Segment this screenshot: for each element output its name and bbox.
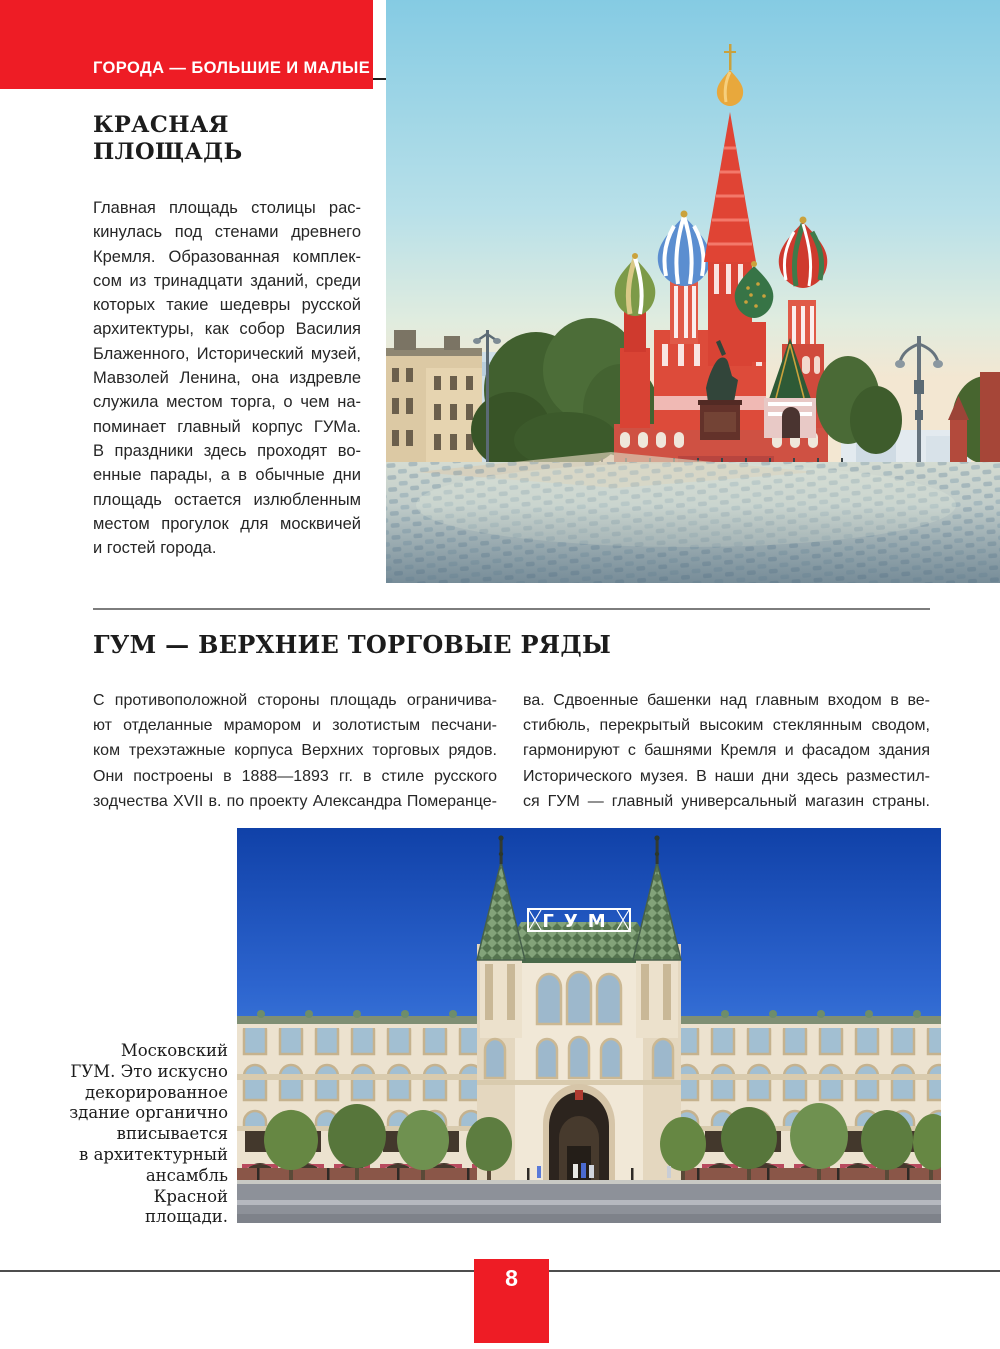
text-line: ют отделанные мрамором и золотистым песчани- <box>93 717 497 735</box>
entrance-arch <box>543 1084 615 1180</box>
text-line: сом из тринадцати зданий, среди <box>93 271 361 290</box>
text-line: Исторического музея. В наши дни здесь разместил- <box>523 767 930 785</box>
text-line: С противоположной стороны площадь ограничива- <box>93 692 497 709</box>
text-line: архитектуры, как собор Василия <box>93 320 361 339</box>
text-line: площади. <box>145 1207 228 1227</box>
text-line: КРАСНАЯ <box>93 112 229 138</box>
text-line: Они построены в 1888—1893 гг. в стиле русского <box>93 767 497 785</box>
text-line: ва. Сдвоенные башенки над главным входом в ве- <box>523 692 930 709</box>
section1-title <box>93 112 243 166</box>
text-line: которых такие шедевры русской <box>93 296 361 315</box>
gum-sign <box>527 908 631 932</box>
text-line: Красной <box>153 1186 228 1206</box>
text-line: зодчества XVII в. по проекту Александра Померанце- <box>93 792 497 810</box>
page-number-box <box>474 1259 549 1343</box>
text-line: местом прогулок для москвичей <box>93 514 361 533</box>
text-line: служила местом торга, о чем на- <box>93 393 361 412</box>
text-line: здание органично <box>69 1103 228 1123</box>
text-line: Кремля. Образованная комплек- <box>93 247 361 266</box>
text-line: поминает главный корпус ГУМа. <box>93 417 361 436</box>
cobblestone-plaza <box>386 452 1000 583</box>
text-line: декорированное <box>84 1082 228 1102</box>
text-line: Блаженного, Исторический музей, <box>93 344 361 363</box>
text-line: ком трехэтажные корпуса Верхних торговых рядов. <box>93 742 497 760</box>
text-line: Московский <box>120 1041 228 1060</box>
text-line: кинулась под стенами древнего <box>93 223 361 242</box>
text-line: ся ГУМ — главный универсальный магазин страны. <box>523 792 930 810</box>
gum-sign-text: ГУМ <box>542 911 616 932</box>
text-line: Главная площадь столицы рас- <box>93 199 361 217</box>
text-line: В праздники здесь проходят во- <box>93 441 361 460</box>
gum-side-building <box>386 330 482 470</box>
text-line: площадь остается излюбленным <box>93 490 361 509</box>
text-line: ансамбль <box>145 1165 228 1185</box>
text-line: стибюль, перекрытый высоким стеклянным сводом, <box>523 717 930 735</box>
gum-photo <box>237 828 941 1223</box>
section2-column-right <box>523 688 930 814</box>
text-line: ПЛОЩАДЬ <box>93 139 243 165</box>
text-line: ГУМ. Это искусно <box>70 1061 228 1081</box>
header-band <box>0 0 373 89</box>
gum-illustration <box>237 828 941 1223</box>
text-line: гармонируют с башнями Кремля и фасадом здания <box>523 742 930 760</box>
section2-column-left <box>93 688 497 814</box>
photo-caption <box>58 1041 228 1228</box>
section2-title: ГУМ — ВЕРХНИЕ ТОРГОВЫЕ РЯДЫ <box>93 630 612 659</box>
section1-paragraph <box>93 196 361 560</box>
header-label: ГОРОДА — БОЛЬШИЕ И МАЛЫЕ <box>93 59 371 77</box>
red-square-photo <box>386 0 1000 583</box>
page-number: 8 <box>505 1265 518 1291</box>
text-line: и гостей города. <box>93 539 217 558</box>
red-square-illustration <box>386 0 1000 583</box>
text-line: в архитектурный <box>79 1144 228 1164</box>
text-line: Мавзолей Ленина, она издревле <box>93 369 361 388</box>
text-line: енные парады, а в обычные дни <box>93 466 361 485</box>
section-divider <box>93 608 930 610</box>
pavement <box>237 1180 941 1223</box>
text-line: вписывается <box>116 1124 228 1144</box>
